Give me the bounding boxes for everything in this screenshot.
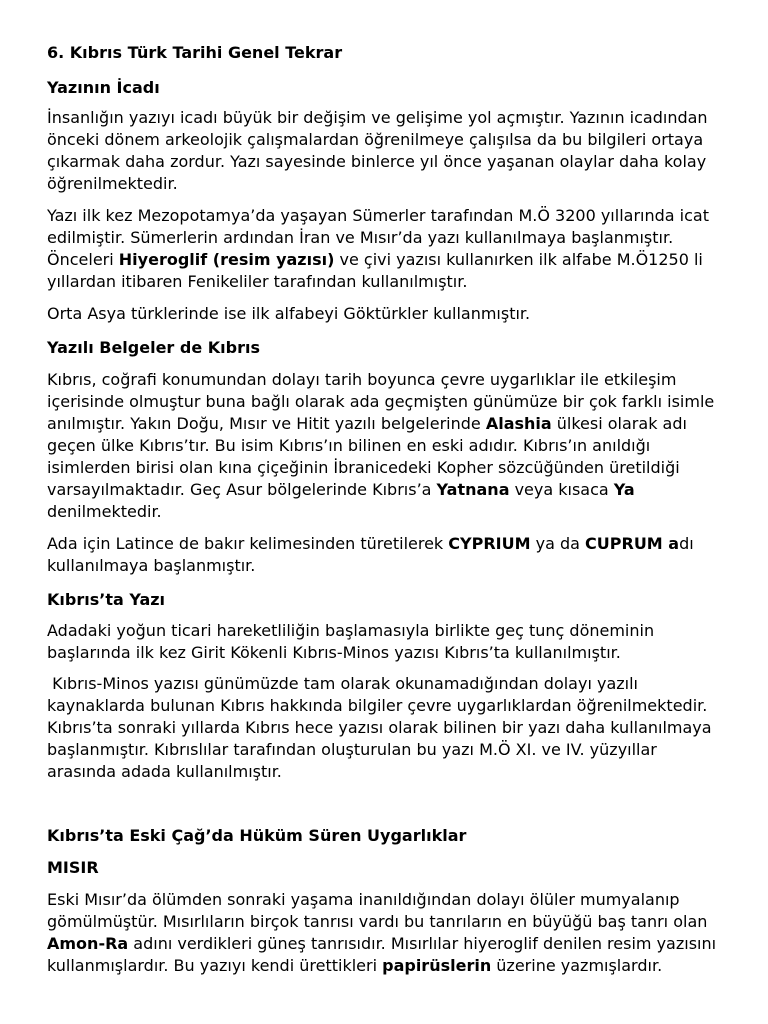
section-heading-yazili-belgeler: Yazılı Belgeler de Kıbrıs: [47, 338, 260, 357]
text-line: arasında adada kullanılmıştır.: [47, 762, 282, 781]
text-line: varsayılmaktadır. Geç Asur bölgelerinde Kıbrıs’a Yatnana veya kısaca Ya: [47, 480, 635, 499]
text-line: anılmıştır. Yakın Doğu, Mısır ve Hitit yazılı belgelerinde Alashia ülkesi olarak adı: [47, 414, 687, 433]
text-line: Adadaki yoğun ticari hareketliliğin başlamasıyla birlikte geç tunç döneminin: [47, 621, 655, 640]
text-line: Yazı ilk kez Mezopotamya’da yaşayan Sümerler tarafından M.Ö 3200 yıllarında icat: [47, 206, 709, 225]
section-heading-eski-cag: Kıbrıs’ta Eski Çağ’da Hüküm Süren Uygarlıklar: [47, 826, 467, 845]
section-heading-kibrista-yazi: Kıbrıs’ta Yazı: [47, 590, 166, 609]
bold-term-amon-ra: Amon-Ra: [47, 934, 129, 953]
text-line: başlanmıştır. Kıbrıslılar tarafından oluşturulan bu yazı M.Ö XI. ve IV. yüzyıllar: [47, 740, 657, 759]
text-line: denilmektedir.: [47, 502, 162, 521]
bold-term-ya: Ya: [613, 480, 635, 499]
text-line: Kıbrıs, coğrafi konumundan dolayı tarih boyunca çevre uygarlıklar ile etkileşim: [47, 370, 677, 389]
text-line: edilmiştir. Sümerlerin ardından İran ve Mısır’da yazı kullanılmaya başlanmıştır.: [47, 228, 674, 247]
text-line: Eski Mısır’da ölümden sonraki yaşama inanıldığından dolayı ölüler mumyalanıp: [47, 890, 680, 909]
text-line: başlarında ilk kez Girit Kökenli Kıbrıs-Minos yazısı Kıbrıs’ta kullanılmıştır.: [47, 643, 621, 662]
bold-term-alashia: Alashia: [485, 414, 552, 433]
bold-term-yatnana: Yatnana: [436, 480, 510, 499]
bold-term-cyprium: CYPRIUM: [448, 534, 531, 553]
text-line: çıkarmak daha zordur. Yazı sayesinde binlerce yıl önce yaşanan olaylar daha kolay: [47, 152, 707, 171]
text-line: öğrenilmektedir.: [47, 174, 178, 193]
text-line: Önceleri Hiyeroglif (resim yazısı) ve çivi yazısı kullanırken ilk alfabe M.Ö1250 li: [47, 250, 703, 269]
text-line: içerisinde olmuştur buna bağlı olarak ada geçmişten günümüze bir çok farklı isimle: [47, 392, 715, 411]
text-line: yıllardan itibaren Fenikeliler tarafından kullanılmıştır.: [47, 272, 468, 291]
text-line: Kıbrıs-Minos yazısı günümüzde tam olarak okunamadığından dolayı yazılı: [47, 674, 638, 693]
text-line: kullanmışlardır. Bu yazıyı kendi ürettikleri papirüslerin üzerine yazmışlardır.: [47, 956, 663, 975]
text-line: İnsanlığın yazıyı icadı büyük bir değişim ve gelişime yol açmıştır. Yazının icadından: [47, 108, 708, 127]
text-line: kaynaklarda bulunan Kıbrıs hakkında bilgiler çevre uygarlıklardan öğrenilmektedir.: [47, 696, 708, 715]
paragraph-gokturk: Orta Asya türklerinde ise ilk alfabeyi Göktürkler kullanmıştır.: [47, 304, 531, 323]
document-title: 6. Kıbrıs Türk Tarihi Genel Tekrar: [47, 43, 343, 62]
text-line: isimlerden birisi olan kına çiçeğinin İbranicedeki Kopher sözcüğünden üretildiği: [47, 458, 680, 477]
subheading-misir: MISIR: [47, 858, 99, 877]
text-line: kullanılmaya başlanmıştır.: [47, 556, 256, 575]
bold-term-hiyeroglif: Hiyeroglif (resim yazısı): [118, 250, 335, 269]
text-line: Kıbrıs’ta sonraki yıllarda Kıbrıs hece yazısı olarak bilinen bir yazı daha kullanılmaya: [47, 718, 712, 737]
text-line: geçen ülke Kıbrıs’tır. Bu isim Kıbrıs’ın bilinen en eski adıdır. Kıbrıs’ın anıldığı: [47, 436, 651, 455]
bold-term-papirus: papirüslerin: [382, 956, 492, 975]
bold-term-cuprum: CUPRUM a: [585, 534, 680, 553]
section-heading-yazinin-icadi: Yazının İcadı: [47, 78, 160, 97]
text-line: Amon-Ra adını verdikleri güneş tanrısıdır. Mısırlılar hiyeroglif denilen resim yazısını: [47, 934, 717, 953]
text-line: önceki dönem arkeolojik çalışmalardan öğrenilmeye çalışılsa da bu bilgileri ortaya: [47, 130, 704, 149]
text-line: Ada için Latince de bakır kelimesinden türetilerek CYPRIUM ya da CUPRUM adı: [47, 534, 694, 553]
text-line: gömülmüştür. Mısırlıların birçok tanrısı vardı bu tanrıların en büyüğü baş tanrı olan: [47, 912, 708, 931]
